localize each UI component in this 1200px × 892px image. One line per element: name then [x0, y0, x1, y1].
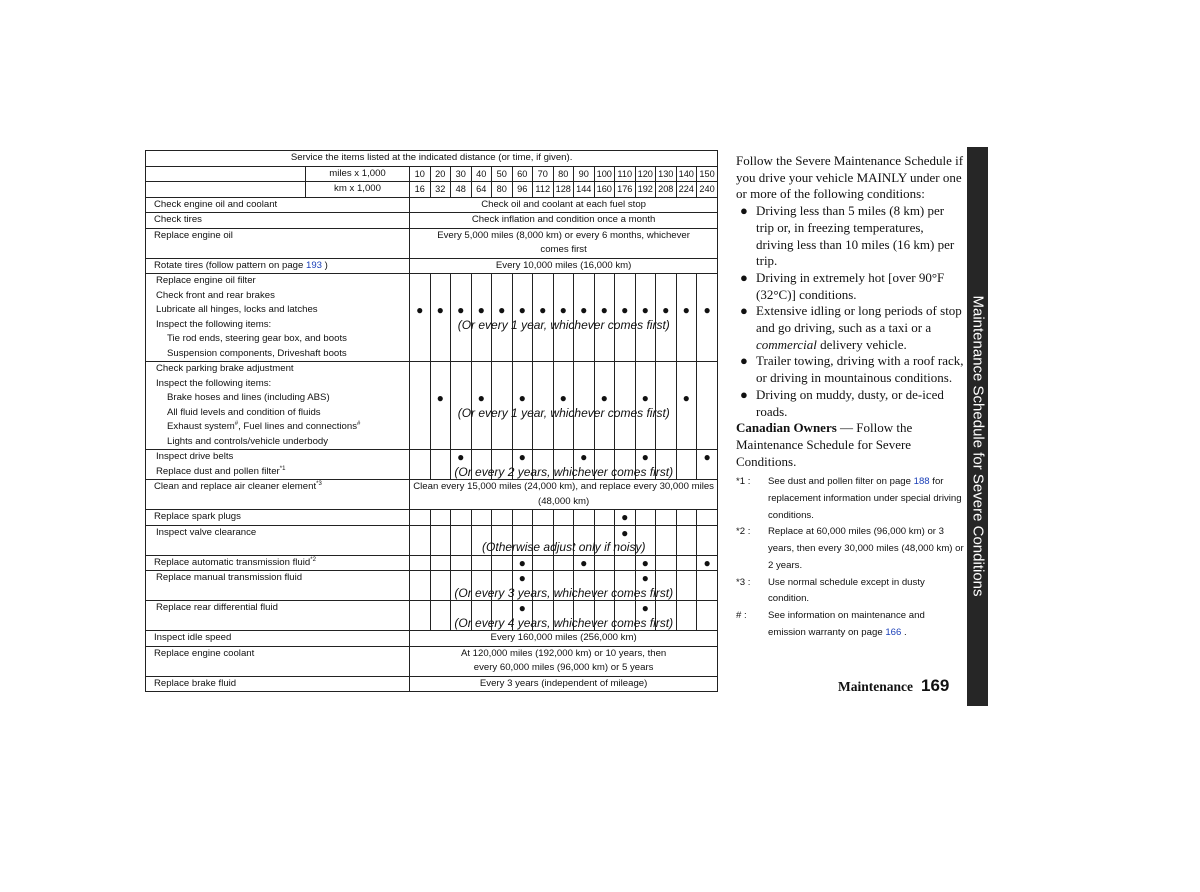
item-label: Inspect drive belts — [156, 451, 234, 462]
miles-value: 30 — [451, 166, 472, 182]
miles-value: 10 — [410, 166, 431, 182]
item-label: Clean and replace air cleaner element$^{*3}$ — [146, 480, 410, 510]
interval-text: Check oil and coolant at each fuel stop — [410, 197, 718, 213]
item-label: Rotate tires (follow pattern on page 193 ) — [146, 258, 410, 274]
interval-note: (Or every 2 years, whichever comes first) — [454, 464, 674, 479]
item-label: Replace automatic transmission fluid$^{*2}$ — [146, 555, 410, 571]
km-value: 32 — [430, 182, 451, 198]
km-value: 224 — [676, 182, 697, 198]
item-label: Inspect the following items: — [156, 318, 272, 330]
service-mark: ● — [518, 450, 526, 464]
page-number: 169 — [921, 676, 950, 695]
miles-label: miles x 1,000 — [306, 166, 410, 182]
table-row — [146, 362, 718, 450]
km-value: 192 — [635, 182, 656, 198]
item-label: All fluid levels and condition of fluids — [167, 406, 321, 418]
condition-item: ● Driving on muddy, dusty, or de-iced roads. — [740, 386, 944, 419]
service-mark: ● — [518, 601, 526, 615]
service-mark: ● — [641, 571, 649, 585]
service-mark: ● — [518, 391, 526, 405]
table-row — [146, 631, 718, 647]
service-mark: ● — [600, 391, 608, 405]
service-mark: ● — [600, 303, 608, 317]
table-row — [146, 258, 718, 274]
km-value: 96 — [512, 182, 533, 198]
item-label: Replace manual transmission fluid — [156, 572, 303, 583]
table-row — [146, 601, 718, 631]
service-mark: ● — [580, 450, 588, 464]
km-value: 16 — [410, 182, 431, 198]
service-mark: ● — [477, 303, 485, 317]
footnote: *3 : Use normal schedule except in dusty condition. — [736, 576, 925, 605]
table-row — [146, 274, 718, 362]
service-mark: ● — [580, 555, 588, 570]
service-mark: ● — [518, 303, 526, 317]
miles-value: 130 — [656, 166, 677, 182]
item-label: Inspect valve clearance — [156, 526, 257, 538]
interval-note: (Or every 1 year, whichever comes first) — [457, 317, 670, 332]
footnote: *2 : Replace at 60,000 miles (96,000 km) or 3 years, then every 30,000 miles (48,000 km) or 2 years. — [736, 526, 964, 571]
item-label: Check tires — [146, 213, 410, 229]
miles-value: 140 — [676, 166, 697, 182]
service-mark: ● — [641, 391, 649, 405]
miles-value: 70 — [533, 166, 554, 182]
footnotes — [736, 474, 964, 641]
km-value: 240 — [697, 182, 718, 198]
item-label: Check front and rear brakes — [156, 289, 275, 301]
miles-value: 40 — [471, 166, 492, 182]
page-link-193[interactable]: 193 — [306, 259, 323, 271]
interval-text: Every 5,000 miles (8,000 km) or every 6 months, whichever comes first — [437, 229, 690, 255]
km-value: 128 — [553, 182, 574, 198]
miles-value: 110 — [615, 166, 636, 182]
km-value: 64 — [471, 182, 492, 198]
condition-item: ● Extensive idling or long periods of stop and go driving, such as a taxi or a commercial delivery vehicle. — [740, 303, 962, 352]
item-label: Check engine oil and coolant — [146, 197, 410, 213]
item-label: Lubricate all hinges, locks and latches — [156, 304, 318, 315]
bullet-icon: ● — [740, 203, 748, 219]
item-label: Replace dust and pollen filter$^{*1}$ — [156, 465, 286, 477]
service-mark: ● — [457, 450, 465, 464]
miles-value: 100 — [594, 166, 615, 182]
item-label: Inspect idle speed — [146, 631, 410, 647]
severe-conditions-text — [736, 153, 964, 641]
table-row — [146, 646, 718, 676]
table-row — [146, 228, 718, 258]
service-mark: ● — [518, 571, 526, 585]
maintenance-schedule-table — [145, 150, 718, 692]
table-row — [146, 555, 718, 571]
condition-item: ● Driving less than 5 miles (8 km) per trip or, in freezing temperatures, driving less than 10 miles (16 km) per trip. — [740, 203, 955, 269]
km-value: 160 — [594, 182, 615, 198]
miles-value: 120 — [635, 166, 656, 182]
item-label: Replace spark plugs — [146, 510, 410, 526]
miles-value: 90 — [574, 166, 595, 182]
service-mark: ● — [477, 391, 485, 405]
interval-note: (Or every 4 years, whichever comes first) — [454, 615, 674, 630]
table-row — [146, 510, 718, 526]
side-tab-label: Maintenance Schedule for Severe Conditions — [969, 295, 987, 597]
service-mark: ● — [703, 303, 711, 317]
service-mark: ● — [703, 555, 711, 570]
page-link-188[interactable]: 188 — [913, 476, 930, 488]
miles-value: 20 — [430, 166, 451, 182]
item-label: Lights and controls/vehicle underbody — [167, 435, 329, 447]
item-label: Replace brake fluid — [146, 676, 410, 692]
km-value: 48 — [451, 182, 472, 198]
service-mark: ● — [641, 555, 649, 570]
miles-value: 150 — [697, 166, 718, 182]
km-value: 80 — [492, 182, 513, 198]
service-mark: ● — [436, 391, 444, 405]
table-row — [146, 525, 718, 555]
service-mark: ● — [621, 525, 629, 540]
miles-value: 80 — [553, 166, 574, 182]
item-label: Replace rear differential fluid — [156, 602, 278, 613]
table-row — [146, 571, 718, 601]
table-row — [146, 480, 718, 510]
service-mark: ● — [641, 450, 649, 464]
bullet-icon: ● — [740, 386, 748, 402]
condition-item: ● Driving in extremely hot [over 90°F (32°C)] conditions. — [740, 269, 945, 302]
service-mark: ● — [682, 391, 690, 405]
intro-paragraph: Follow the Severe Maintenance Schedule if you drive your vehicle MAINLY under one or more of the following conditions: — [736, 153, 964, 202]
service-mark: ● — [416, 303, 424, 317]
table-row — [146, 213, 718, 229]
table-caption: Service the items listed at the indicated distance (or time, if given). — [146, 151, 718, 167]
item-label: Tie rod ends, steering gear box, and boots — [167, 333, 347, 344]
interval-text: At 120,000 miles (192,000 km) or 10 years, then every 60,000 miles (96,000 km) or 5 years — [460, 647, 667, 673]
service-mark: ● — [641, 601, 649, 615]
item-label: Check parking brake adjustment — [156, 363, 294, 374]
service-mark: ● — [457, 303, 465, 317]
interval-text: Clean every 15,000 miles (24,000 km), and replace every 30,000 miles (48,000 km) — [413, 481, 714, 507]
page-footer — [838, 676, 949, 696]
interval-text: Every 160,000 miles (256,000 km) — [410, 631, 718, 647]
km-value: 112 — [533, 182, 554, 198]
footnote: # : See information on maintenance and emission warranty on page 166 . — [736, 609, 925, 638]
interval-note: (Or every 1 year, whichever comes first) — [457, 405, 670, 420]
canadian-owners-note: Canadian Owners — Follow the Maintenance Schedule for Severe Conditions. — [736, 420, 913, 469]
interval-note: (Otherwise adjust only if noisy) — [482, 540, 646, 554]
miles-value: 50 — [492, 166, 513, 182]
km-value: 208 — [656, 182, 677, 198]
service-mark: ● — [559, 391, 567, 405]
interval-text: Every 10,000 miles (16,000 km) — [410, 258, 718, 274]
km-value: 176 — [615, 182, 636, 198]
footer-section-title: Maintenance — [838, 679, 913, 694]
service-mark: ● — [621, 303, 629, 317]
item-label: Replace engine coolant — [146, 646, 410, 676]
interval-note: (Or every 3 years, whichever comes first) — [454, 585, 674, 600]
km-value: 144 — [574, 182, 595, 198]
service-mark: ● — [518, 555, 526, 570]
table-row — [146, 197, 718, 213]
service-mark: ● — [641, 303, 649, 317]
km-label: km x 1,000 — [306, 182, 410, 198]
item-label: Inspect the following items: — [156, 377, 272, 389]
service-mark: ● — [580, 303, 588, 317]
table-row — [146, 450, 718, 480]
service-mark: ● — [539, 303, 547, 317]
bullet-icon: ● — [740, 353, 748, 369]
service-mark: ● — [436, 303, 444, 317]
item-label: Brake hoses and lines (including ABS) — [167, 392, 330, 403]
service-mark: ● — [662, 303, 670, 317]
service-mark: ● — [703, 450, 711, 464]
item-label: Replace engine oil filter — [156, 275, 256, 286]
interval-text: Every 3 years (independent of mileage) — [410, 676, 718, 692]
service-mark: ● — [498, 303, 506, 317]
bullet-icon: ● — [740, 269, 748, 285]
miles-value: 60 — [512, 166, 533, 182]
footnote: *1 : See dust and pollen filter on page 188 for replacement information under special driving conditions. — [736, 476, 962, 521]
item-label: Suspension components, Driveshaft boots — [167, 347, 347, 359]
item-label: Exhaust system#, Fuel lines and connections# — [167, 420, 361, 432]
table-row — [146, 676, 718, 692]
service-mark: ● — [682, 303, 690, 317]
page-link-166[interactable]: 166 — [885, 626, 902, 638]
condition-item: ● Trailer towing, driving with a roof rack, or driving in mountainous conditions. — [740, 353, 964, 386]
service-mark: ● — [621, 510, 629, 524]
service-mark: ● — [559, 303, 567, 317]
interval-text: Check inflation and condition once a month — [410, 213, 718, 229]
item-label: Replace engine oil — [146, 228, 410, 258]
bullet-icon: ● — [740, 303, 748, 319]
